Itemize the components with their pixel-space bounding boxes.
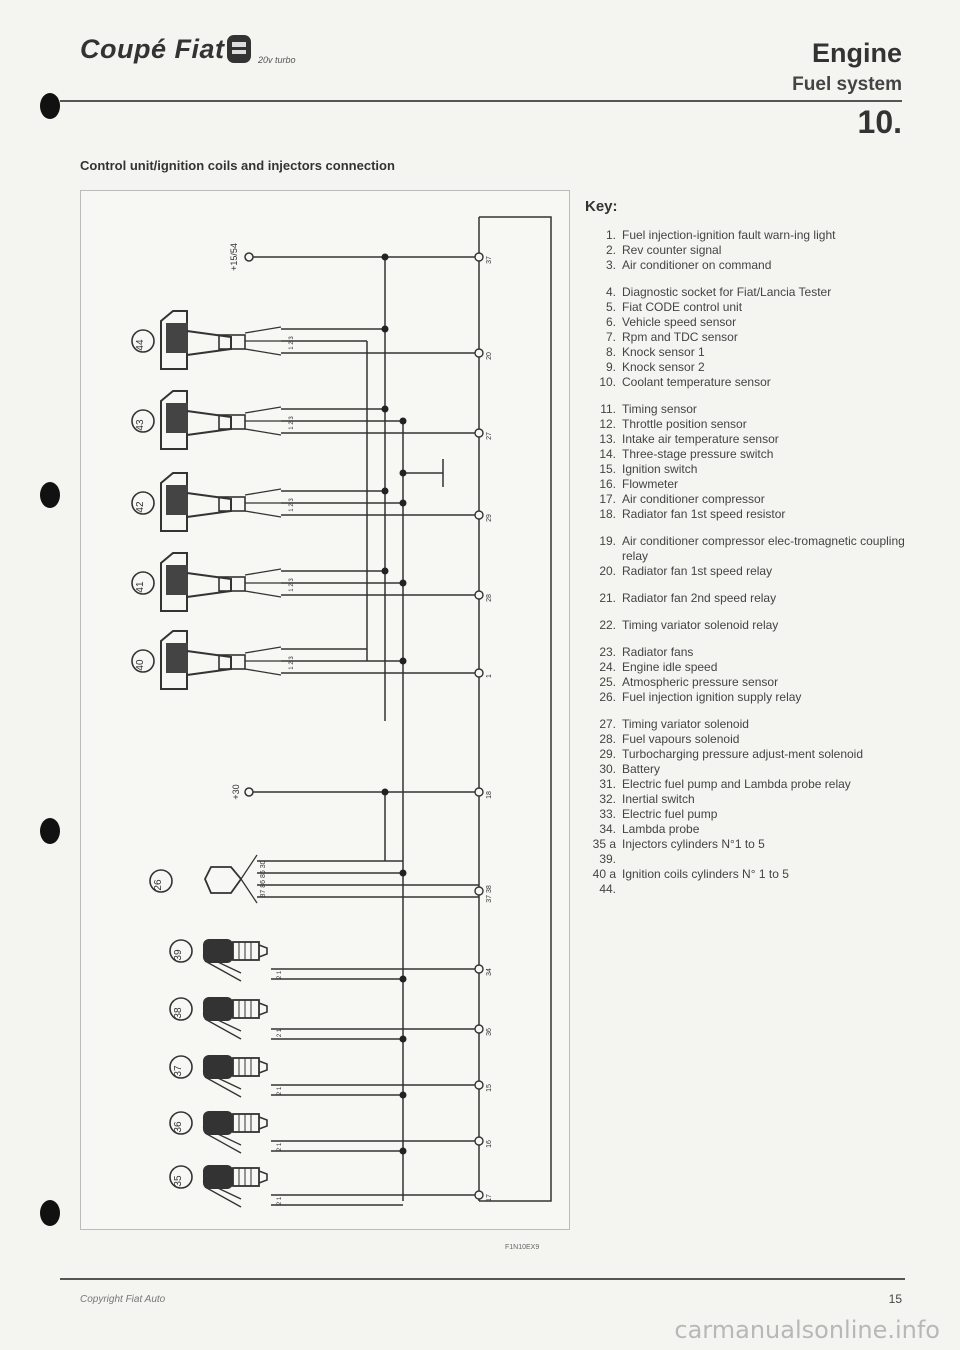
key-item (580, 417, 910, 432)
key-item (580, 675, 910, 690)
key-item-text: Intake air temperature sensor (622, 432, 779, 446)
key-item-number: 5. (605, 300, 616, 314)
coil-pin-label: 1 2 3 (289, 416, 295, 430)
key-item-text: Air conditioner compressor elec-tromagnetic coupling relay (622, 534, 905, 563)
key-item-text: Throttle position sensor (622, 417, 747, 431)
wiring-diagram-svg (81, 191, 569, 1229)
key-item-number: 25. (599, 675, 616, 689)
section-title: Engine (811, 38, 902, 68)
key-item (580, 285, 910, 300)
coil-callout: 40 (135, 659, 146, 671)
key-item (580, 690, 910, 705)
key-item-text: Turbocharging pressure adjust-ment solenoid (622, 747, 864, 761)
key-item (580, 867, 910, 897)
ecu-terminal-label: 28 (486, 594, 493, 602)
key-item-number: 35 a 39. (592, 837, 616, 866)
coil-callout: 41 (135, 581, 146, 593)
key-item (580, 492, 910, 507)
key-item (580, 534, 910, 564)
key-item (580, 447, 910, 462)
ecu-terminal (475, 511, 483, 519)
coil-callout: 44 (135, 339, 146, 351)
ecu-terminal-label: 18 (486, 791, 493, 799)
key-item-number: 20. (599, 564, 616, 578)
section-subtitle: Fuel system (792, 74, 902, 95)
key-item-number: 29. (599, 747, 616, 761)
key-item-number: 7. (605, 330, 616, 344)
key-item-number: 32. (599, 792, 616, 806)
key-item-number: 18. (599, 507, 616, 521)
injector-pin-label: 2 1 (277, 970, 283, 980)
key-item-text: Ignition switch (622, 462, 698, 476)
key-item (580, 300, 910, 315)
key-item-text: Radiator fans (622, 645, 694, 659)
coil-pin-label: 1 2 3 (289, 578, 295, 592)
watermark: carmanualsonline.info (674, 1316, 940, 1344)
key-item (580, 330, 910, 345)
ecu-terminal (475, 253, 483, 261)
ecu-terminal (475, 591, 483, 599)
key-item-text: Knock sensor 1 (622, 345, 705, 359)
key-item (580, 315, 910, 330)
key-item (580, 792, 910, 807)
injector (170, 1055, 267, 1097)
key-item (580, 807, 910, 822)
key-item-number: 14. (599, 447, 616, 461)
ignition-coil (132, 631, 281, 689)
key-item (580, 564, 910, 579)
key-item-number: 22. (599, 618, 616, 632)
key-title: Key: (585, 198, 618, 215)
ecu-terminal (475, 965, 483, 973)
key-item-text: Fuel vapours solenoid (622, 732, 740, 746)
key-item-number: 24. (599, 660, 616, 674)
ecu-terminal (475, 1025, 483, 1033)
ecu-terminal (475, 429, 483, 437)
key-item-text: Battery (622, 762, 661, 776)
key-item-number: 40 a 44. (592, 867, 616, 896)
key-item-text: Rpm and TDC sensor (622, 330, 738, 344)
punch-hole (40, 1200, 60, 1226)
ecu-terminal-label: 16 (486, 1140, 493, 1148)
supply-label: +30 (231, 784, 241, 800)
footer-divider (60, 1278, 905, 1280)
key-item-text: Injectors cylinders N°1 to 5 (622, 837, 765, 851)
ecu-terminal (475, 788, 483, 796)
key-item-number: 26. (599, 690, 616, 704)
coil-callout: 43 (135, 419, 146, 431)
key-item-text: Lambda probe (622, 822, 700, 836)
injector (170, 1111, 267, 1153)
key-item-text: Fuel injection ignition supply relay (622, 690, 802, 704)
ecu-terminal-label: 37 (486, 256, 493, 264)
key-list (580, 228, 910, 897)
page-heading: Control unit/ignition coils and injectors connection (80, 158, 395, 173)
key-item-number: 17. (599, 492, 616, 506)
key-item-number: 3. (605, 258, 616, 272)
copyright: Copyright Fiat Auto (80, 1294, 166, 1305)
key-item-number: 4. (605, 285, 616, 299)
ecu-terminal-label: 15 (486, 1084, 493, 1092)
key-item (580, 837, 910, 867)
key-item-text: Flowmeter (622, 477, 679, 491)
key-item-text: Inertial switch (622, 792, 695, 806)
ignition-coil (132, 391, 281, 449)
page-number: 15 (888, 1292, 902, 1306)
key-item-number: 1. (605, 228, 616, 242)
key-item (580, 432, 910, 447)
key-item-text: Ignition coils cylinders N° 1 to 5 (622, 867, 789, 881)
key-item-text: Vehicle speed sensor (622, 315, 737, 329)
key-item-text: Diagnostic socket for Fiat/Lancia Tester (622, 285, 832, 299)
key-item (580, 618, 910, 633)
injector (170, 1165, 267, 1207)
supply-label: +15/54 (229, 243, 239, 271)
coil-pin-label: 1 2 3 (289, 498, 295, 512)
header-divider (60, 100, 902, 102)
control-unit-frame (479, 217, 551, 1201)
key-item (580, 717, 910, 732)
section-number: 10. (857, 104, 902, 140)
ignition-coil (132, 311, 281, 369)
key-item (580, 822, 910, 837)
key-item (580, 402, 910, 417)
key-item-number: 34. (599, 822, 616, 836)
key-item (580, 777, 910, 792)
terminal-30 (245, 788, 253, 796)
terminal-15-54 (245, 253, 253, 261)
key-item-number: 21. (599, 591, 616, 605)
key-item (580, 360, 910, 375)
key-item-number: 15. (599, 462, 616, 476)
ignition-coil (132, 553, 281, 611)
key-item-text: Radiator fan 2nd speed relay (622, 591, 777, 605)
ecu-terminal-label: 37 38 (486, 885, 493, 903)
punch-hole (40, 482, 60, 508)
key-item-number: 28. (599, 732, 616, 746)
key-item-text: Air conditioner compressor (622, 492, 765, 506)
injector-callout: 37 (173, 1065, 184, 1077)
key-item (580, 762, 910, 777)
key-item (580, 645, 910, 660)
injector-callout: 36 (173, 1121, 184, 1133)
injector (170, 997, 267, 1039)
ecu-terminal (475, 887, 483, 895)
injector-pin-label: 2 1 (277, 1086, 283, 1096)
key-item (580, 660, 910, 675)
key-item-text: Radiator fan 1st speed relay (622, 564, 773, 578)
ecu-terminal (475, 1081, 483, 1089)
key-item (580, 243, 910, 258)
key-item-number: 19. (599, 534, 616, 548)
key-item-text: Timing variator solenoid (622, 717, 749, 731)
relay-pins: 87 86 85 30 (260, 860, 267, 898)
ecu-terminal (475, 349, 483, 357)
key-item-number: 31. (599, 777, 616, 791)
key-item-number: 33. (599, 807, 616, 821)
relay-icon (205, 867, 241, 893)
key-item-number: 30. (599, 762, 616, 776)
key-item (580, 591, 910, 606)
key-item-text: Fiat CODE control unit (622, 300, 743, 314)
diagram-code: F1N10EX9 (505, 1244, 540, 1251)
key-item-text: Fuel injection-ignition fault warn-ing light (622, 228, 836, 242)
key-item-number: 12. (599, 417, 616, 431)
coil-pin-label: 1 2 3 (289, 656, 295, 670)
ecu-terminal (475, 1137, 483, 1145)
key-item-number: 11. (600, 402, 616, 416)
brand-subtitle: 20v turbo (258, 55, 296, 65)
key-item (580, 375, 910, 390)
key-item-number: 10. (599, 375, 616, 389)
key-item (580, 732, 910, 747)
ecu-terminal-label: 27 (486, 432, 493, 440)
key-item (580, 345, 910, 360)
ecu-terminal-label: 36 (486, 1028, 493, 1036)
key-item (580, 477, 910, 492)
key-item-number: 13. (599, 432, 616, 446)
ecu-terminal-label: 1 (486, 674, 493, 678)
key-item-text: Radiator fan 1st speed resistor (622, 507, 786, 521)
ecu-terminal (475, 669, 483, 677)
brand-title: Coupé Fiat (80, 34, 225, 64)
punch-hole (40, 818, 60, 844)
key-item-text: Atmospheric pressure sensor (622, 675, 779, 689)
ecu-terminal-label: 17 (486, 1194, 493, 1202)
key-item (580, 228, 910, 243)
injector-callout: 38 (173, 1007, 184, 1019)
ignition-coil (132, 473, 281, 531)
key-item-number: 27. (599, 717, 616, 731)
injector-pin-label: 2 1 (277, 1196, 283, 1206)
injector-pin-label: 2 1 (277, 1028, 283, 1038)
key-item (580, 258, 910, 273)
wiring-diagram (80, 190, 570, 1230)
key-item-number: 2. (605, 243, 616, 257)
injector-pin-label: 2 1 (277, 1142, 283, 1152)
injector-callout: 35 (173, 1175, 184, 1187)
key-item-text: Timing sensor (622, 402, 697, 416)
key-item (580, 507, 910, 522)
injector-callout: 39 (173, 949, 184, 961)
ecu-terminal-label: 34 (486, 968, 493, 976)
key-item (580, 462, 910, 477)
relay-callout: 26 (153, 879, 164, 891)
key-item-number: 8. (605, 345, 616, 359)
key-item-text: Engine idle speed (622, 660, 718, 674)
injector (170, 939, 267, 981)
key-item-text: Electric fuel pump and Lambda probe relay (622, 777, 851, 791)
ecu-terminal-label: 29 (486, 514, 493, 522)
fiat-logo-icon (224, 34, 254, 64)
punch-hole (40, 93, 60, 119)
coil-pin-label: 1 2 3 (289, 336, 295, 350)
key-item-number: 16. (599, 477, 616, 491)
key-item-text: Air conditioner on command (622, 258, 772, 272)
key-item-text: Coolant temperature sensor (622, 375, 771, 389)
key-item-text: Three-stage pressure switch (622, 447, 774, 461)
key-item-number: 9. (605, 360, 616, 374)
coil-callout: 42 (135, 501, 146, 513)
key-item-text: Rev counter signal (622, 243, 722, 257)
key-item-text: Timing variator solenoid relay (622, 618, 779, 632)
key-item-text: Electric fuel pump (622, 807, 718, 821)
key-item (580, 747, 910, 762)
ecu-terminal (475, 1191, 483, 1199)
key-item-text: Knock sensor 2 (622, 360, 705, 374)
key-item-number: 23. (599, 645, 616, 659)
ecu-terminal-label: 20 (486, 352, 493, 360)
key-item-number: 6. (605, 315, 616, 329)
